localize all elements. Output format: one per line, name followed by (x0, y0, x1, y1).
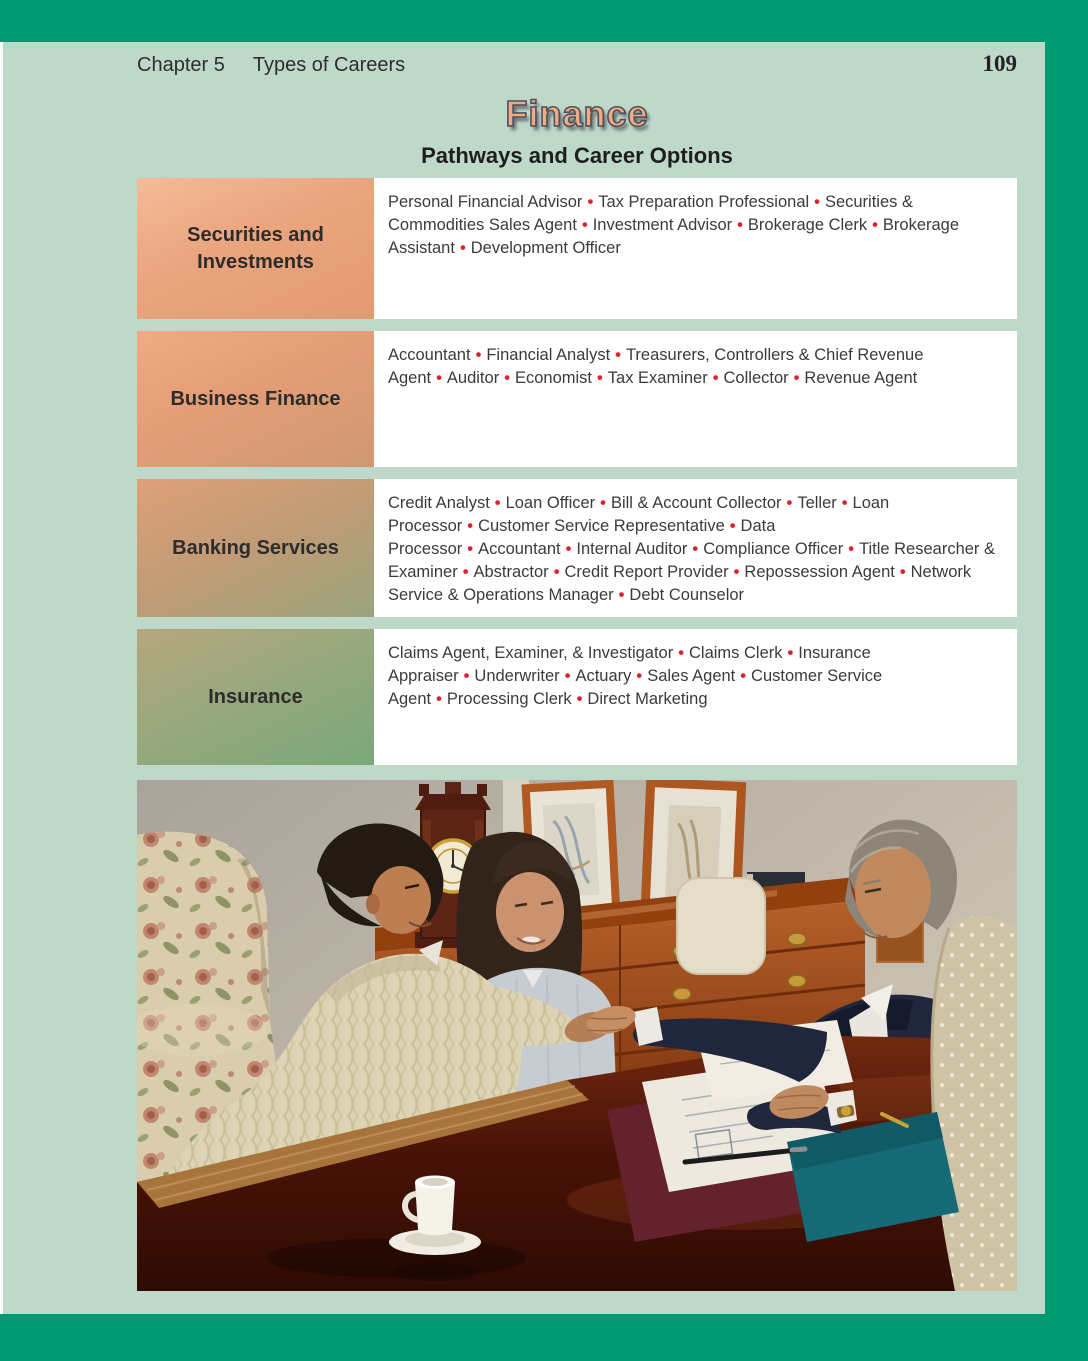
pathway-careers-text: Claims Agent, Examiner, & Investigator • Claims Clerk • Insurance Appraiser • Underwriter • Actuary • Sales Agent • Customer Service Agent • Processing Clerk • Direct Marketing (388, 644, 883, 708)
pathway-label-text: Securities and Investments (187, 223, 324, 273)
chapter-header (137, 54, 405, 77)
bullet-separator: • (615, 346, 621, 364)
bullet-separator: • (786, 494, 793, 512)
business-meeting-photo (137, 780, 1017, 1291)
page-left-strip (0, 42, 3, 1314)
chapter-label: Chapter 5 (137, 54, 225, 76)
pathway-row (137, 178, 1017, 319)
pathway-careers-text: Accountant • Financial Analyst • Treasurers, Controllers & Chief Revenue Agent • Auditor • Economist • Tax Examiner • Collector • Revenue Agent (388, 346, 924, 387)
bullet-separator: • (678, 644, 684, 662)
bullet-separator: • (841, 494, 848, 512)
bullet-separator: • (597, 369, 603, 387)
bullet-separator: • (564, 667, 571, 685)
section-label: Types of Careers (252, 54, 406, 76)
bullet-separator: • (814, 193, 820, 211)
pathway-careers (374, 331, 1017, 467)
bullet-separator: • (712, 369, 719, 387)
bullet-separator: • (581, 216, 588, 234)
bullet-separator: • (565, 540, 572, 558)
bullet-separator: • (436, 690, 442, 708)
bullet-separator: • (462, 563, 469, 581)
pathways-table (137, 178, 1017, 765)
bullet-separator: • (848, 540, 854, 558)
page-title: Finance (505, 93, 649, 134)
bullet-separator: • (740, 667, 747, 685)
pathway-careers (374, 479, 1017, 617)
bullet-separator: • (463, 667, 470, 685)
page-number: 109 (982, 51, 1017, 76)
pathway-label-text: Insurance (208, 685, 303, 708)
bullet-separator: • (793, 369, 800, 387)
page-frame-top (0, 0, 1088, 42)
pathway-careers-text: Credit Analyst • Loan Officer • Bill & Account Collector • Teller • Loan Processor • Customer Service Representative • Data Processor • Accountant • Internal Auditor • Compliance Officer • Title Researcher & Examiner • Abstractor • Credit Report Provider • Repossession Agent • Network Service & Operations Manager • Debt Counselor (388, 494, 996, 604)
bullet-separator: • (494, 494, 501, 512)
pathway-label (137, 629, 374, 765)
page-content (137, 42, 1017, 1291)
bullet-separator: • (459, 239, 466, 257)
bullet-separator: • (467, 540, 474, 558)
bullet-separator: • (787, 644, 794, 662)
page-header (137, 51, 1017, 75)
bullet-separator: • (475, 346, 482, 364)
bullet-separator: • (576, 690, 583, 708)
bullet-separator: • (467, 517, 474, 535)
pathway-label-text: Business Finance (170, 387, 341, 410)
wing-chair (932, 916, 1017, 1292)
bullet-separator: • (899, 563, 906, 581)
bullet-separator: • (737, 216, 743, 234)
bullet-separator: • (553, 563, 560, 581)
pathway-row (137, 331, 1017, 467)
pathway-careers (374, 178, 1017, 319)
bullet-separator: • (587, 193, 594, 211)
bullet-separator: • (733, 563, 740, 581)
bullet-separator: • (618, 586, 625, 604)
bullet-separator: • (600, 494, 606, 512)
pathway-row (137, 479, 1017, 617)
page-subtitle: Pathways and Career Options (421, 143, 733, 168)
bullet-separator: • (436, 369, 442, 387)
pathway-label (137, 331, 374, 467)
pathway-label-text: Banking Services (172, 536, 339, 559)
page-frame-bottom (0, 1314, 1088, 1361)
page-frame-right (1045, 0, 1088, 1361)
cream-chair-back (677, 878, 765, 974)
bullet-separator: • (729, 517, 736, 535)
pathway-label (137, 479, 374, 617)
pathway-careers (374, 629, 1017, 765)
pathway-label (137, 178, 374, 319)
pathway-careers-text: Personal Financial Advisor • Tax Preparation Professional • Securities & Commodities Sales Agent • Investment Advisor • Brokerage Clerk • Brokerage Assistant • Development Officer (388, 193, 960, 257)
bullet-separator: • (692, 540, 699, 558)
bullet-separator: • (504, 369, 510, 387)
bullet-separator: • (872, 216, 878, 234)
bullet-separator: • (636, 667, 643, 685)
pathway-row (137, 629, 1017, 765)
